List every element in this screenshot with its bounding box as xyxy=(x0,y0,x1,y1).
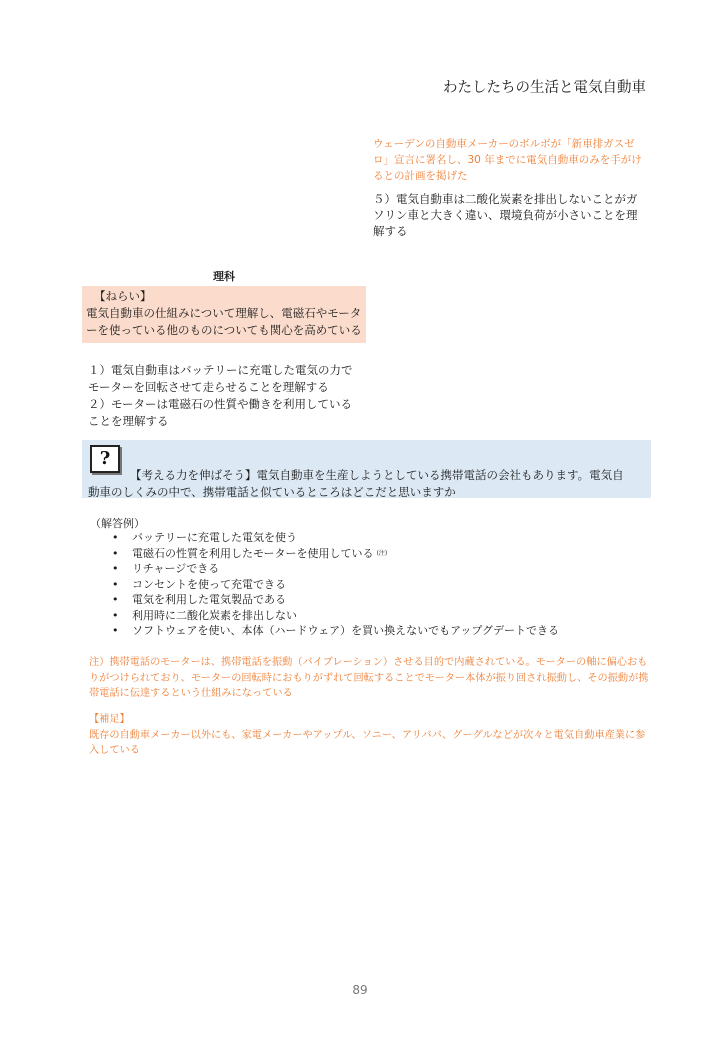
volvo-note: ウェーデンの自動車メーカーのボルボが「新車排ガスゼロ」宣言に署名し、30 年までに電気自動車のみを手がけるとの計画を掲げた xyxy=(373,138,642,182)
supplement xyxy=(89,712,649,759)
bullet-icon: • xyxy=(112,577,119,591)
question-text-line-1: 【考える力を伸ばそう】電気自動車を生産しようとしている携帯電話の会社もあります。電気自 xyxy=(130,468,624,482)
list-item: • 利用時に二酸化炭素を排出しない xyxy=(112,608,297,622)
answers-list xyxy=(112,530,559,639)
goal-5: ５）電気自動車は二酸化炭素を排出しないことがガソリン車と大きく違い、環境負荷が小さいことを理解する xyxy=(373,192,638,238)
list-item: • 電磁石の性質を利用したモーターを使用している $^{(注)}$ xyxy=(112,546,388,560)
goal-2: ２）モーターは電磁石の性質や働きを利用していることを理解する xyxy=(88,397,353,428)
page-number: 89 xyxy=(352,983,368,997)
motor-note: 注）携帯電話のモーターは、携帯電話を振動（バイブレーション）させる目的で内蔵されている。モーターの軸に偏心おもりがつけられており、モーターの回転時におもりがずれて回転することでモーター本体が振り回され振動し、その振動が携帯電話に伝達するという仕組みになっている xyxy=(89,657,649,699)
bullet-icon: • xyxy=(112,608,119,622)
supplement-text: 既存の自動車メーカー以外にも、家電メーカーやアップル、ソニー、アリババ、グーグルなどが次々と電気自動車産業に参入している xyxy=(89,729,646,756)
bullet-icon: • xyxy=(112,593,119,606)
question-text-line-2: 動車のしくみの中で、携帯電話と似ているところはどこだと思いますか xyxy=(88,485,456,499)
question-mark-icon: ? xyxy=(90,445,120,473)
list-item: • ソフトウェアを使い、本体（ハードウェア）を買い換えないでもアップグデートできる xyxy=(112,624,560,637)
page-title: わたしたちの生活と電気自動車 xyxy=(443,80,646,96)
aim-box xyxy=(82,286,366,343)
footnote-marker: (注) xyxy=(376,549,388,557)
list-item: • リチャージできる xyxy=(112,562,220,575)
list-item: • 電気を利用した電気製品である xyxy=(112,593,286,606)
bullet-icon: • xyxy=(112,531,119,544)
answers-label: （解答例） xyxy=(90,517,145,530)
bullet-icon: • xyxy=(112,562,119,575)
supplement-title: 【補足】 xyxy=(89,714,130,725)
goals-list xyxy=(88,362,360,430)
list-item: • コンセントを使って充電できる xyxy=(112,577,286,591)
question-box xyxy=(82,440,651,498)
subject-label: 理科 xyxy=(213,270,235,283)
bullet-icon: • xyxy=(112,624,119,637)
list-item: • バッテリーに充電した電気を使う xyxy=(112,531,297,544)
aim-text: 電気自動車の仕組みについて理解し、電磁石やモーターを使っている他のものについても関心を高めている xyxy=(86,306,362,337)
aim-title: 【ねらい】 xyxy=(94,289,152,303)
goal-1: １）電気自動車はバッテリーに充電した電気の力でモーターを回転させて走らせることを理解する xyxy=(88,363,353,394)
bullet-icon: • xyxy=(112,546,119,560)
